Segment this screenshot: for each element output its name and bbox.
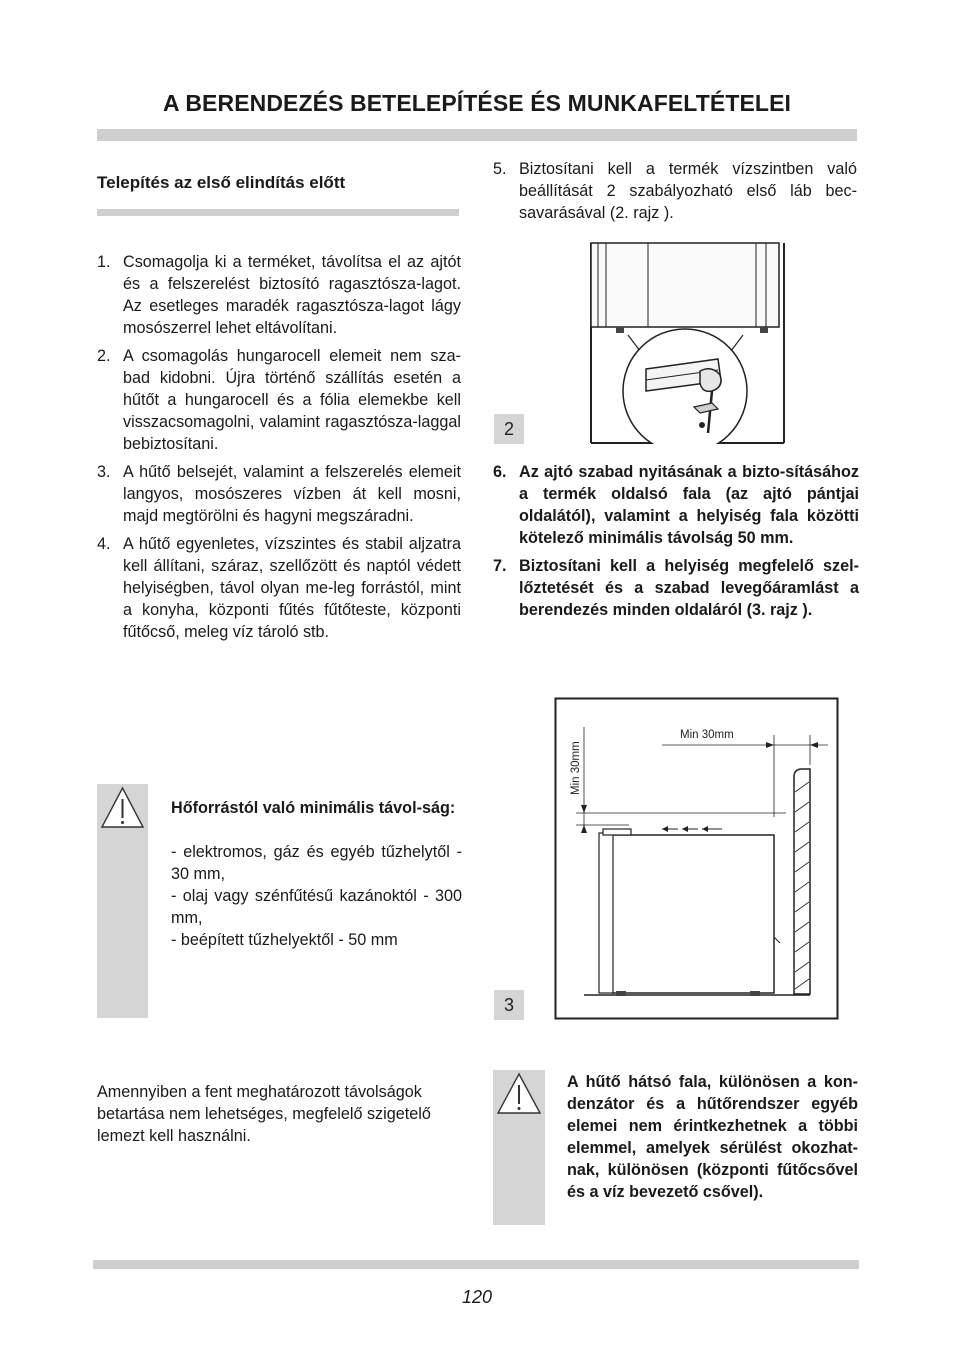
subtitle-rule [97, 209, 459, 216]
figure-2-label: 2 [494, 414, 524, 444]
footer-rule [93, 1260, 859, 1269]
warning-sidebar [493, 1070, 545, 1225]
step-number: 2. [97, 347, 111, 365]
warning-icon [493, 1070, 545, 1120]
section-subtitle: Telepítés az első elindítás előtt [97, 173, 346, 192]
dimension-top-label: Min 30mm [680, 729, 734, 741]
condenser-warning: A hűtő hátsó fala, különösen a kon-denzátor és a hűtőrendszer egyéb elemei nem érintkezhetnek a többi elemmel, amelyek sérülést okozhat-nak, különösen (központi fűtőcsővel és a víz bevezető csővel). [567, 1073, 858, 1201]
warning-heading: Hőforrástól való minimális távol-ság: [171, 799, 456, 817]
figure-3-label: 3 [494, 990, 524, 1020]
dimension-side-label: Min 30mm [570, 741, 582, 795]
list-item [97, 461, 461, 527]
warning-line: - elektromos, gáz és egyéb tűzhelytől - 30 mm, [171, 843, 462, 883]
heat-distance-warning [171, 797, 462, 951]
page-number: 120 [461, 1287, 493, 1307]
page-title: A BERENDEZÉS BETELEPÍTÉSE ÉS MUNKAFELTÉTELEI [162, 90, 792, 116]
step-text: Az ajtó szabad nyitásának a bizto-sításához a termék oldalsó fala (az ajtó pántjai oldalától), valamint a helyiség fala közötti kötelező minimális távolság 50 mm. [519, 463, 859, 547]
step-text: A csomagolás hungarocell elemeit nem sza-bad kidobni. Újra történő szállítás esetén a hűtőt a hungarocell és a fólia elemekbe kell visszacsomagolni, valamint ragasztósza-laggal bebiztosítani. [123, 347, 461, 453]
step-number: 1. [97, 253, 111, 271]
step-text: A hűtő belsejét, valamint a felszerelés elemeit langyos, mosószeres vízben át kell mosni, majd megtörölni és hagyni megszáradni. [123, 463, 461, 525]
step-6-7-list [493, 461, 859, 627]
step-5-list [493, 158, 857, 230]
insulation-note: Amennyiben a fent meghatározott távolságok betartása nem lehetséges, megfelelő szigetelő lemezt kell használni. [97, 1083, 431, 1145]
warning-sidebar [97, 784, 148, 1018]
warning-line: - beépített tűzhelyektől - 50 mm [171, 931, 398, 949]
list-item [97, 345, 461, 455]
step-number: 6. [493, 463, 507, 481]
figure-2-leveling-feet [588, 241, 786, 444]
list-item [493, 158, 857, 224]
list-item [97, 533, 461, 643]
step-text: A hűtő egyenletes, vízszintes és stabil aljzatra kell állítani, száraz, szellőzött és naptól védett helyiségben, távol olyan me-leg forrástól, mint a konyha, központi fűtés fűtőteste, központi fűtőcső, meleg víz tároló stb. [123, 535, 461, 641]
step-text: Biztosítani kell a helyiség megfelelő szel-lőztetését és a szabad levegőáramlást a berendezés minden oldaláról (3. rajz ). [519, 557, 859, 619]
warning-line: - olaj vagy szénfűtésű kazánoktól - 300 mm, [171, 887, 462, 927]
figure-3-clearance-diagram [554, 697, 840, 1021]
step-number: 7. [493, 557, 507, 575]
step-number: 4. [97, 535, 111, 553]
list-item [493, 555, 859, 621]
step-number: 5. [493, 160, 507, 178]
step-text: Biztosítani kell a termék vízszintben való beállítását 2 szabályozható első láb bec-savarásával (2. rajz ). [519, 160, 857, 222]
list-item [97, 251, 461, 339]
title-rule [97, 129, 857, 141]
install-steps-list [97, 251, 461, 649]
list-item [493, 461, 859, 549]
step-text: Csomagolja ki a terméket, távolítsa el az ajtót és a felszerelést biztosító ragasztósza-lagot. Az esetleges maradék ragasztósza-lagot lágy mosószerrel lehet eltávolítani. [123, 253, 461, 337]
warning-icon [97, 784, 148, 834]
step-number: 3. [97, 463, 111, 481]
